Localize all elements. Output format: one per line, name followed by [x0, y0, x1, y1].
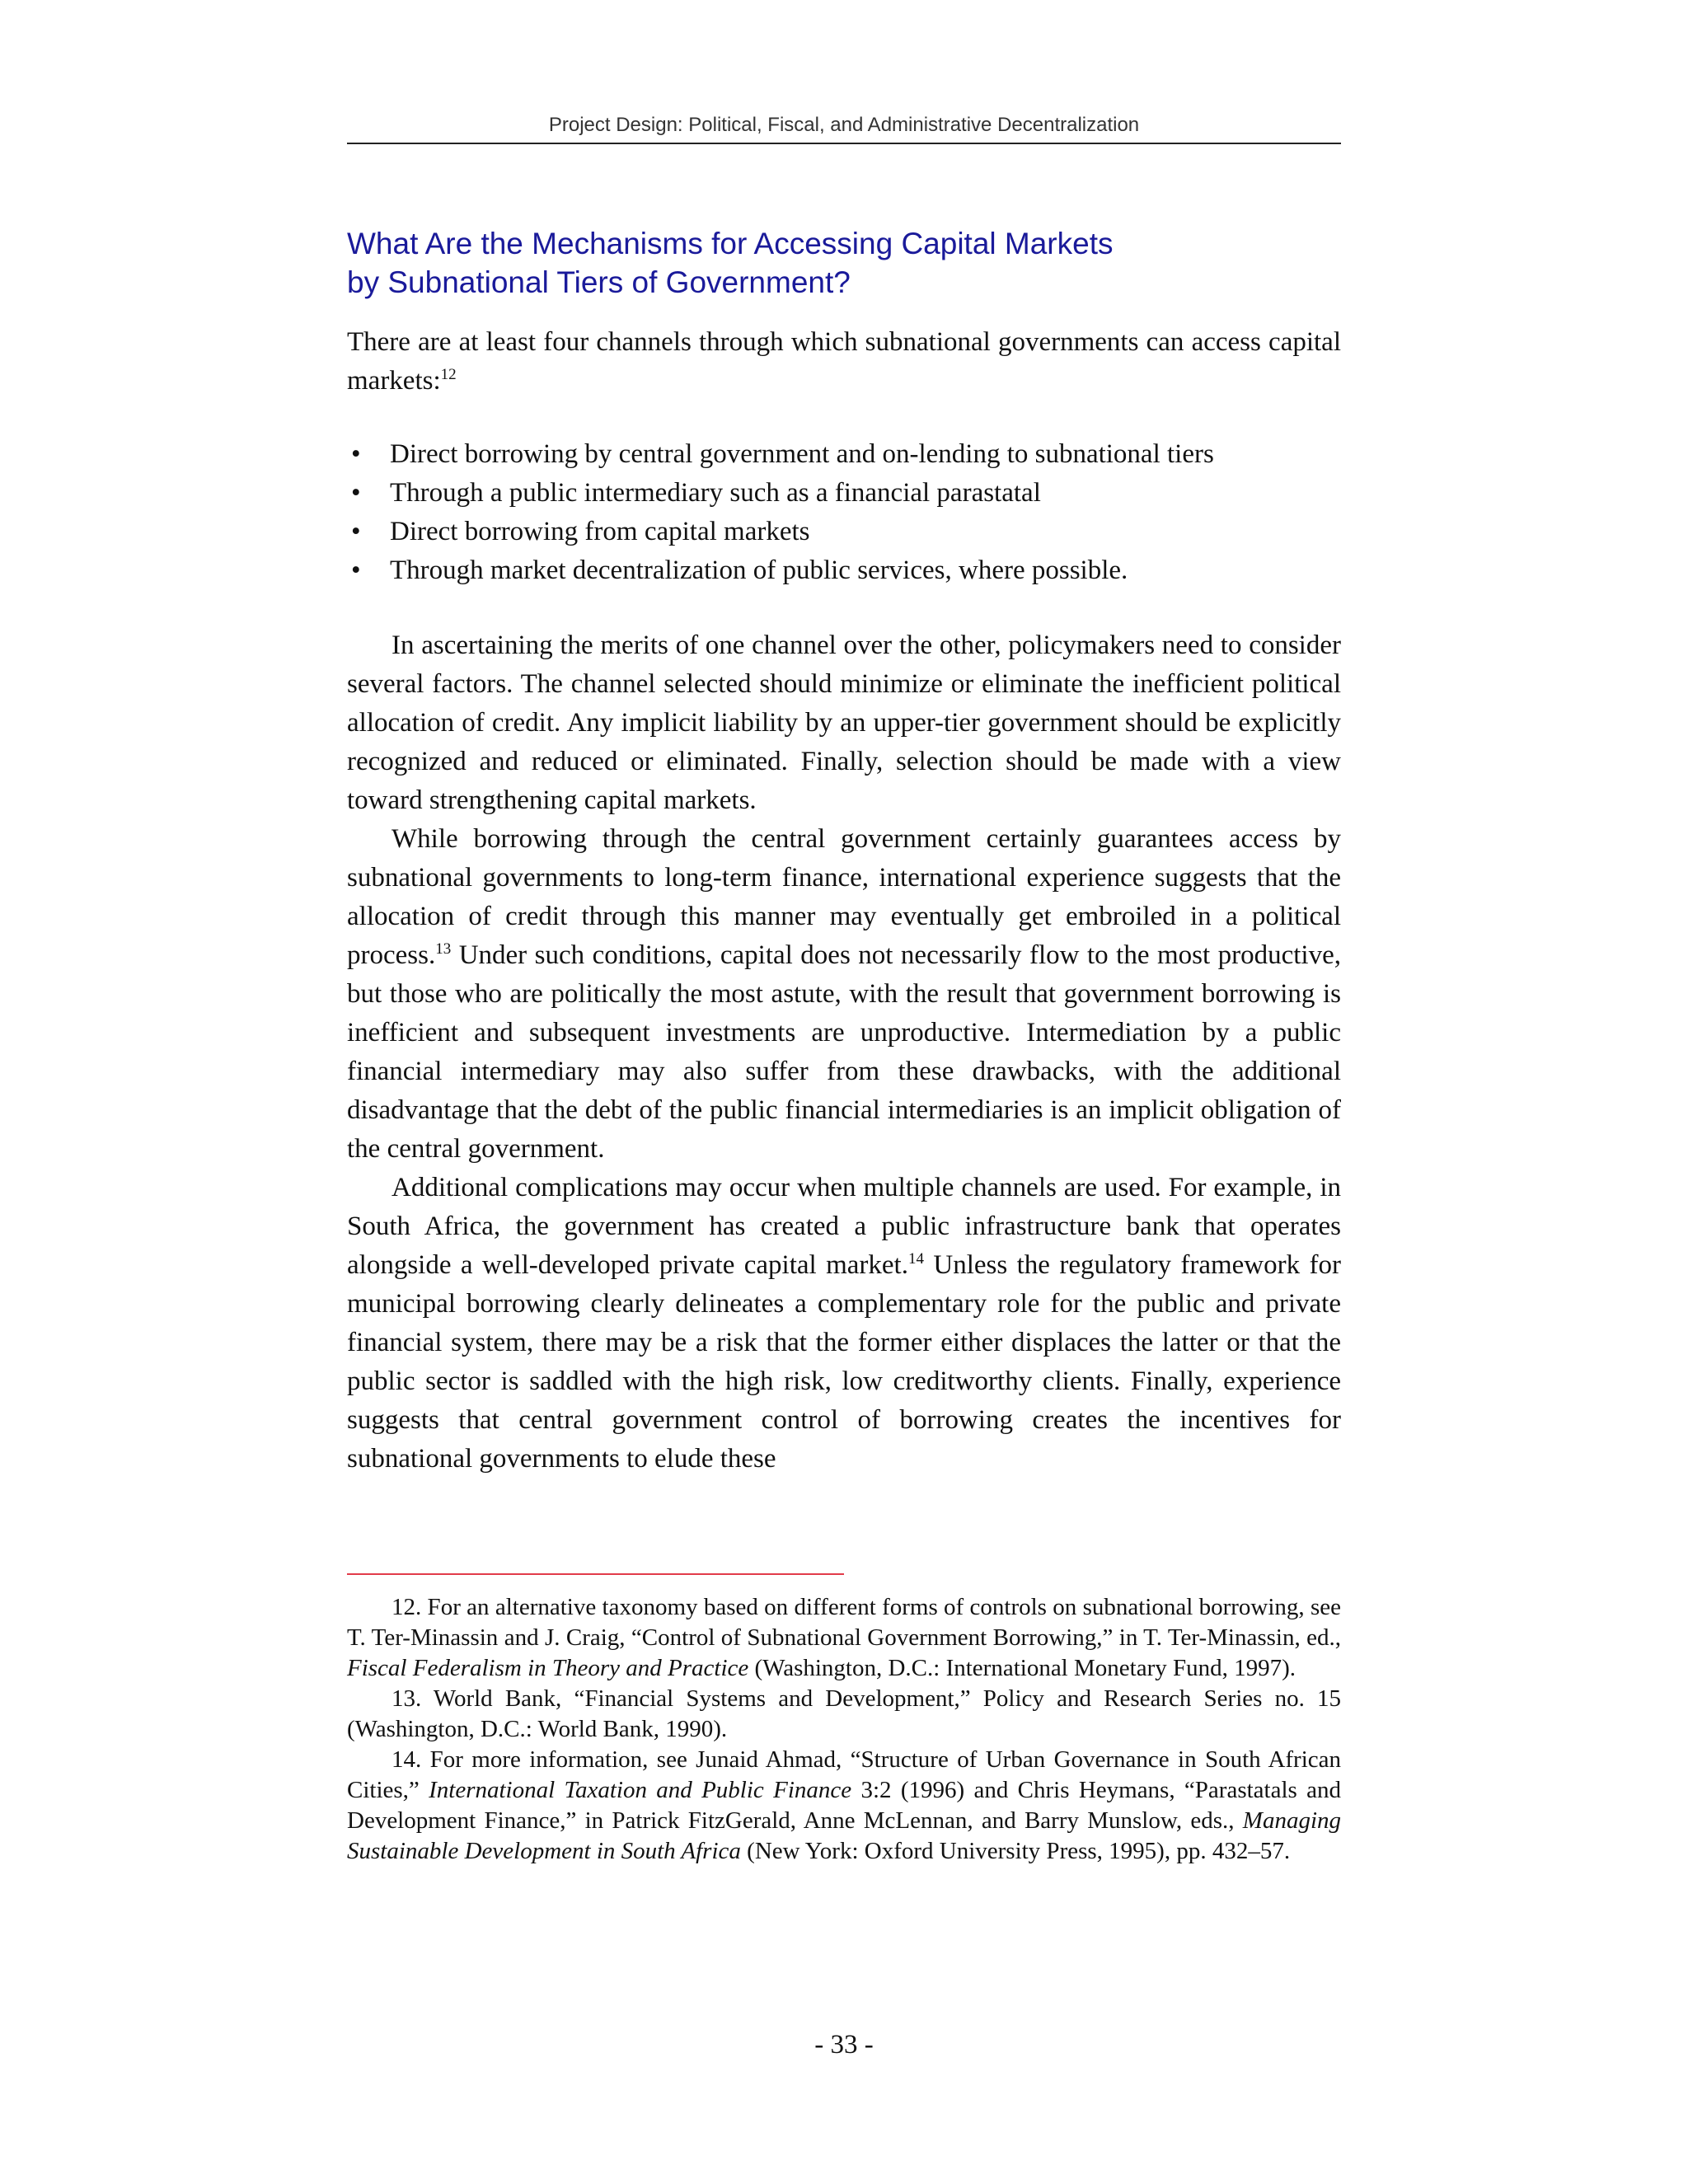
- section-heading-line-2: by Subnational Tiers of Government?: [347, 265, 851, 299]
- paragraph-text: Under such conditions, capital does not necessarily flow to the most productive, but those who are politically the most astute, with the result that government borrowing is inefficient and subsequent investments are unproductive. Intermediation by a public financial intermediary may also suffer from these drawbacks, with the additional disadvantage that the debt of the public financial intermediaries is an implicit obligation of the central government.: [347, 940, 1341, 1164]
- paragraph-text: Additional complications may occur when multiple channels are used. For example, in South Africa, the government has created a public infrastructure bank that operates alongside a well-developed private capital market.: [347, 1173, 1341, 1280]
- section-heading: [347, 224, 1341, 302]
- list-item: [347, 513, 1341, 551]
- section-heading-line-1: What Are the Mechanisms for Accessing Capital Markets: [347, 227, 1114, 260]
- footnotes: [347, 1592, 1341, 1867]
- footnote-journal-title: International Taxation and Public Finance: [429, 1777, 852, 1803]
- page-number: - 33 -: [814, 2030, 874, 2060]
- paragraph-multiple-channels: [347, 1169, 1341, 1479]
- footnote-book-title: Managing Sustainable Development in South Africa: [347, 1807, 1341, 1864]
- list-item: [347, 474, 1341, 513]
- running-head: Project Design: Political, Fiscal, and Administrative Decentralization: [548, 114, 1140, 136]
- list-item: [347, 551, 1341, 590]
- footnote-text: 14. For more information, see Junaid Ahmad, “Structure of Urban Governance in South African Cities,”: [347, 1746, 1341, 1803]
- footnote-14: [347, 1745, 1341, 1867]
- list-item-text: Through market decentralization of public services, where possible.: [390, 555, 1128, 585]
- bullet-marker: •: [351, 555, 361, 585]
- footnote-text: 12. For an alternative taxonomy based on different forms of controls on subnational borrowing, see T. Ter-Minassin and J. Craig, “Control of Subnational Government Borrowing,” in T. Ter-Minassin, ed.,: [347, 1594, 1341, 1651]
- list-item-text: Direct borrowing by central government and on-lending to subnational tiers: [390, 439, 1214, 469]
- header-rule: [347, 143, 1341, 144]
- intro-text: There are at least four channels through which subnational governments can access capital markets:: [347, 327, 1341, 396]
- list-item-text: Direct borrowing from capital markets: [390, 517, 810, 546]
- intro-paragraph: [347, 323, 1341, 401]
- footnote-12: [347, 1592, 1341, 1684]
- footnote-book-title: Fiscal Federalism in Theory and Practice: [347, 1655, 749, 1681]
- list-item-text: Through a public intermediary such as a financial parastatal: [390, 478, 1041, 508]
- paragraph-text: Unless the regulatory framework for municipal borrowing clearly delineates a complementary role for the public and private financial system, there may be a risk that the former either displaces the latter or that the public sector is saddled with the high risk, low creditworthy clients. Finally, experience suggests that central government control of borrowing creates the incentives for subnational governments to elude these: [347, 1250, 1341, 1474]
- footnote-ref-12: 12: [440, 366, 457, 383]
- bullet-marker: •: [351, 478, 361, 508]
- footnote-text: (New York: Oxford University Press, 1995), pp. 432–57.: [740, 1838, 1291, 1864]
- paragraph-text: While borrowing through the central government certainly guarantees access by subnational governments to long-term finance, international experience suggests that the allocation of credit through this manner may eventually get embroiled in a political process.: [347, 824, 1341, 970]
- footnote-rule: [347, 1573, 844, 1575]
- footnote-ref-14: 14: [907, 1250, 924, 1268]
- channel-list: [347, 435, 1341, 590]
- bullet-marker: •: [351, 517, 361, 546]
- list-item: [347, 435, 1341, 474]
- footnote-text: (Washington, D.C.: International Monetary Fund, 1997).: [748, 1655, 1296, 1681]
- paragraph-central-borrowing: [347, 820, 1341, 1169]
- footnote-text: 3:2 (1996) and Chris Heymans, “Parastatals and Development Finance,” in Patrick FitzGerald, Anne McLennan, and Barry Munslow, eds.,: [347, 1777, 1341, 1834]
- footnote-ref-13: 13: [435, 940, 452, 958]
- paragraph-channel-merits: In ascertaining the merits of one channel over the other, policymakers need to consider several factors. The channel selected should minimize or eliminate the inefficient political allocation of credit. Any implicit liability by an upper-tier government should be explicitly recognized and reduced or eliminated. Finally, selection should be made with a view toward strengthening capital markets.: [347, 630, 1341, 815]
- footnote-13: 13. World Bank, “Financial Systems and Development,” Policy and Research Series no. 15 (Washington, D.C.: World Bank, 1990).: [347, 1685, 1341, 1742]
- bullet-marker: •: [351, 439, 361, 469]
- body-paragraphs: [347, 626, 1341, 1479]
